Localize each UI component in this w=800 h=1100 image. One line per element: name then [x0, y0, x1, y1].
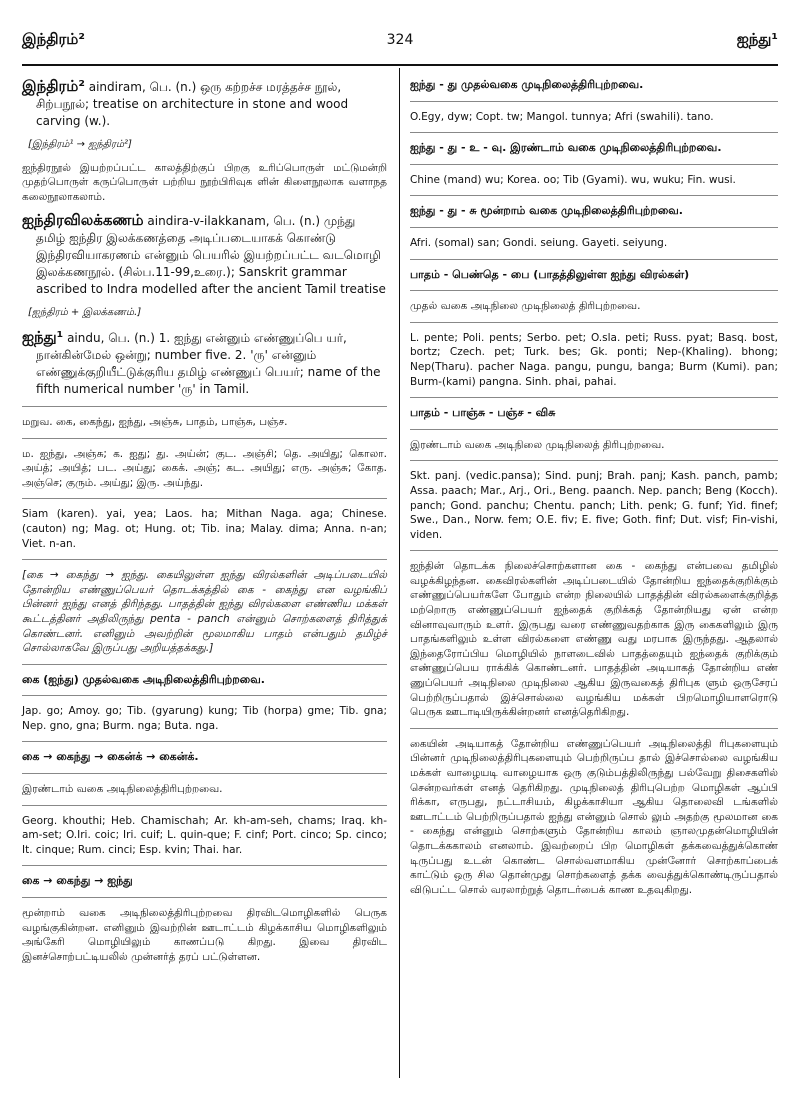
divider: [22, 438, 387, 439]
entry-note: ஐந்திரநூல் இயற்றப்பட்ட காலத்திற்குப் பிறகு உரிப்பொருள் மட்டுமன்றி முதற்பொருள் கருப்பொருள் பற்றிய நூற்பிரிவுக ளின் கிளைநூலாக வளாநத கலைநூலாகலாம்.: [22, 161, 387, 203]
divider: [22, 695, 387, 696]
entry-text: aindiram, பெ. (n.) ஒரு கற்றச்ச மரத்தச்ச நூல், சிற்பநூல்; treatise on architecture in stone and wood carving (w.).: [36, 80, 349, 128]
subheading: ஐந்து - து - உ - வு. இரண்டாம் வகை முடிநிலைத்திரிபுற்றவை.: [410, 141, 722, 155]
divider: [22, 865, 387, 866]
subheading-description: இரண்டாம் வகை அடிநிலை முடிநிலைத் திரிபுற்றவை.: [410, 438, 665, 451]
subheading: கை → கைந்து → கைன்க் → கைன்க்.: [22, 750, 199, 764]
headword: ஐந்து¹: [22, 327, 64, 346]
synonyms: மறுவ. கை, கைந்து, ஐந்து, அஞ்சு, பாதம், பாஞ்சு, பஞ்ச.: [22, 415, 288, 428]
entry-aindira-v-ilakkanam: [22, 212, 387, 298]
divider: [22, 773, 387, 774]
entry-text: aindira-v-ilakkanam, பெ. (n.) முந்து தமிழ் ஐந்திர இலக்கணத்தை அடிப்படையாகக் கொண்டு இந்திரவியாகரணம் என்னும் பெயரில் இயற்றப்பட்ட வடமொழி இலக்கணநூல். (சில்ப.11-99,உரை.); Sanskrit grammar ascribed to Indra modelled after the ancient Tamil treatise: [36, 214, 386, 297]
paragraph: கையின் அடியாகத் தோன்றிய எண்ணுப்பெயர் அடிநிலைத்தி ரிபுகளையும் பின்னர் முடிநிலைத்திரிபுகளையும் பெற்றிருப்ப தால் இச்சொல்லை வழங்கிய மக்கள் வாழையடி வாழையாக ஒரு குடும்பத்திலிருந்து பல்வேறு திசைகளில் சென்றவர்கள் எனத் தெரிகிறது. முடிநிலைத் திரிபுபெற்ற மொழிகள் ஆப்பி ரிக்கா, எருபது, நட்டாசியம், கிழக்காசியா ஆகிய தொலைவி டங்களில் ஊடாட்டம் பெற்றிருப்பதால் ஐந்து என்னும் சொல் லும் அதற்கு மூலமான கை - கைந்து என்னும் சொற்களும் தோன்றிய காலம் ஞாலமுதன்மொழியின் தொடக்ககாலம் எனலாம். இவற்றைப் பிற மொழிகள் தக்கவைத்துக்கொண் டிருப்பது உடன் கொண்ட சொல்வளமாகிய முன்னோர் சொற்காப்பைக் காட்டும் ஒரு சில தொன்முது சொற்களைத் தக்க வைத்துக்கொண்டிருப்பதால் விடுபட்ட சொல் வரலாற்றுத் தொடர்பைக் காண உதவுகிறது.: [410, 737, 778, 896]
divider: [22, 498, 387, 499]
divider: [410, 290, 778, 291]
divider: [22, 741, 387, 742]
column-divider: [399, 68, 400, 1078]
right-column: [410, 78, 778, 905]
headword: இந்திரம்²: [22, 77, 85, 95]
subheading: கை → கைந்து → ஐந்து: [22, 874, 133, 888]
divider: [410, 429, 778, 430]
page-number: 324: [386, 32, 414, 48]
divider: [410, 460, 778, 461]
divider: [410, 164, 778, 165]
sino-cognates: Siam (karen). yai, yea; Laos. ha; Mithan Naga. aga; Chinese. (cauton) ng; Mag. ot; Hung. ot; Tib. ina; Malay. dima; Anna. n-an; Viet. n-an.: [22, 508, 387, 550]
divider: [22, 664, 387, 665]
cognate-list: Georg. khouthi; Heb. Chamischah; Ar. kh-am-seh, chams; Iraq. kh-am-set; O.Iri. coic; Iri. cuif; L. quin-que; F. cinf; Port. cinco; Sp. cinco; It. cinque; Rum. cinci; Esp. kvin; Thai. har.: [22, 814, 387, 856]
divider: [410, 227, 778, 228]
subheading-description: இரண்டாம் வகை அடிநிலைத்திரிபுற்றவை.: [22, 783, 223, 796]
divider: [410, 259, 778, 260]
divider: [22, 897, 387, 898]
cognate-list: Jap. go; Amoy. go; Tib. (gyarung) kung; Tib (horpa) gme; Tib. gna; Nep. gno, gna; Burm. nga; Buta. nga.: [22, 705, 387, 732]
subheading: ஐந்து - து முதல்வகை முடிநிலைத்திரிபுற்றவை.: [410, 78, 644, 91]
entry-text: aindu, பெ. (n.) 1. ஐந்து என்னும் எண்ணுப்பெ யர், நான்கின்மேல் ஒன்று; number five. 2. 'ரு' என்னும் எண்ணுக்குறியீட்டுக்குரிய தமிழ் எண்ணுப் பெயர்; name of the fifth numerical number 'ரு' in Tamil.: [36, 330, 381, 396]
paragraph: மூன்றாம் வகை அடிநிலைத்திரிபுற்றவை திரவிடமொழிகளில் பெருக வழங்குகின்றன. எனினும் இவற்றின் ஊடாட்டம் கிழக்காசிய மொழிகளிலும் அங்கேரி மொழியிலும் காணப்படு கிறது. இவை திரவிட இனச்சொற்பட்டியலில் முன்னர்த் தரப் பட்டுள்ளன.: [22, 907, 387, 963]
subheading: கை (ஐந்து) முதல்வகை அடிநிலைத்திரிபுற்றவை.: [22, 672, 265, 686]
etymology-note: [ஐந்திரம் + இலக்கணம்.]: [28, 307, 142, 319]
divider: [410, 132, 778, 133]
subheading: ஐந்து - து - சு மூன்றாம் வகை முடிநிலைத்திரிபுற்றவை.: [410, 204, 683, 218]
entry-aindu: [22, 329, 387, 398]
etymology-note: [இந்திரம்¹ → ஐந்திரம்²]: [28, 139, 132, 150]
headword: ஐந்திரவிலக்கணம்: [22, 211, 144, 230]
divider: [22, 805, 387, 806]
divider: [410, 195, 778, 196]
divider: [22, 406, 387, 407]
left-column: [22, 78, 387, 972]
cognate-list: O.Egy, dyw; Copt. tw; Mangol. tunnya; Afri (swahili). tano.: [410, 110, 714, 123]
etymology-discussion: [கை → கைந்து → ஐந்து. கையிலுள்ள ஐந்து விரல்களின் அடிப்படையில் தோன்றிய எண்ணுப்பெயர் தொடக்கத்தில் கை - கைந்து என வழங்கிப் பின்னர் ஐந்து எனத் திரிந்தது. பாதத்தின் ஐந்து விரல்களை எண்ணிய மக்கள் கூட்டத்தினர் அதிலிருந்து penta - panch என்னும் சொற்களைத் திரித்துக் கொண்டனர். எனினும் அவற்றின் மூலமாகிய பாதம் என்பதும் தமிழ்ச் சொல்லாகவே இருப்பது அறியத்தக்கது.]: [22, 569, 387, 655]
cognate-list: Skt. panj. (vedic.pansa); Sind. punj; Brah. panj; Kash. panch, pamb; Assa. paach; Mar., Arj., Ori., Beng. paanch. Nep. panch; Beng (Kocch). panch; Gond. panchu; Chentu. panch; Lith. penk; G. funf; Yid. finef; Swe., Dan., Norw. fem; O.E. fiv; E. five; Goth. finf; Dut. visf; Fin-vishi, viden.: [410, 470, 778, 541]
header-rule: [22, 64, 778, 66]
subheading: பாதம் - பாஞ்சு - பஞ்ச - விசு: [410, 406, 556, 420]
page-header: [22, 30, 778, 54]
divider: [410, 397, 778, 398]
subheading: பாதம் - பெண்தெ - பை (பாதத்திலுள்ள ஐந்து விரல்கள்): [410, 267, 690, 281]
entry-aindiram: [22, 78, 387, 130]
header-right-guideword: ஐந்து¹: [736, 30, 778, 48]
divider: [410, 101, 778, 102]
cognate-list: Chine (mand) wu; Korea. oo; Tib (Gyami). wu, wuku; Fin. wusi.: [410, 173, 736, 186]
divider: [410, 728, 778, 729]
header-left-guideword: இந்திரம்²: [22, 30, 85, 48]
divider: [22, 559, 387, 560]
paragraph: ஐந்தின் தொடக்க நிலைச்சொற்களான கை - கைந்து என்பவை தமிழில் வழக்கிழந்தன. கைவிரல்களின் அடிப்படையில் தோன்றிய ஐந்தைக்குறிக்கும் எண்ணுப்பெயர்களே போதும் என்ற நிலையில் பாதத்தின் விரல்களைக்குறித்த மற்றொரு எண்ணுப்பெயர் ஐந்தைக் குறிக்கத் தோன்றியது ஏன் என்ற வினாவுவாரும் உளர். இருபது வரை எண்ணுவதற்காக இரு கைகளிலும் இரு பாதங்களிலும் உள்ள விரல்களை எண்ணு வது மரபாக இருந்தது. ஆதலால் இந்தைரோப்பிய மொழியில் நாளடைவில் பாதத்தையும் ஐந்தைக் குறிக்கும் எண்ணுப்பெய ராக்கிக் கொண்டனர். பாதத்தின் அடியாகத் தோன்றிய எண் ணுப்பெயர் அடிநிலை முடிநிலை ஆகிய இருவகைத் திரிபுக ளும் ஒருசேரப் பெற்றிருப்பதால் இச்சொல்லை வழங்கிய மக்கள் பிறமொழியாளரொடு பெருக ஊடாடியிருக்கின்றனர் எனத்தெரிகிறது.: [410, 560, 778, 719]
cognate-list: Afri. (somal) san; Gondi. seiung. Gayeti. seiyung.: [410, 236, 668, 249]
divider: [410, 550, 778, 551]
dravidian-cognates: ம. ஐந்து, அஞ்சு; க. ஐது; து. அய்ன்; குட. அஞ்சி; தெ. அயிது; கொலா. அய்த்; அயித்; பட. அய்து; கைக். அஞ்; கட. அயிது; எரு. அஞ்சு; கோத. அஞ்செ; குரும். அய்து; இரு. அய்ந்து.: [22, 447, 387, 489]
divider: [410, 322, 778, 323]
cognate-list: L. pente; Poli. pents; Serbo. pet; O.sla. peti; Russ. pyat; Basq. bost, bortz; Czech. pet; Turk. bes; Gk. ponti; Nep-(Khaling). bhong; Nep(Tharu). pacher Naga. pangu, pungu, banga; Burm (Kumi). pan; Burm-(kami) pangna. Sinh. phai, pahai.: [410, 331, 778, 388]
subheading-description: முதல் வகை அடிநிலை முடிநிலைத் திரிபுற்றவை.: [410, 300, 641, 313]
